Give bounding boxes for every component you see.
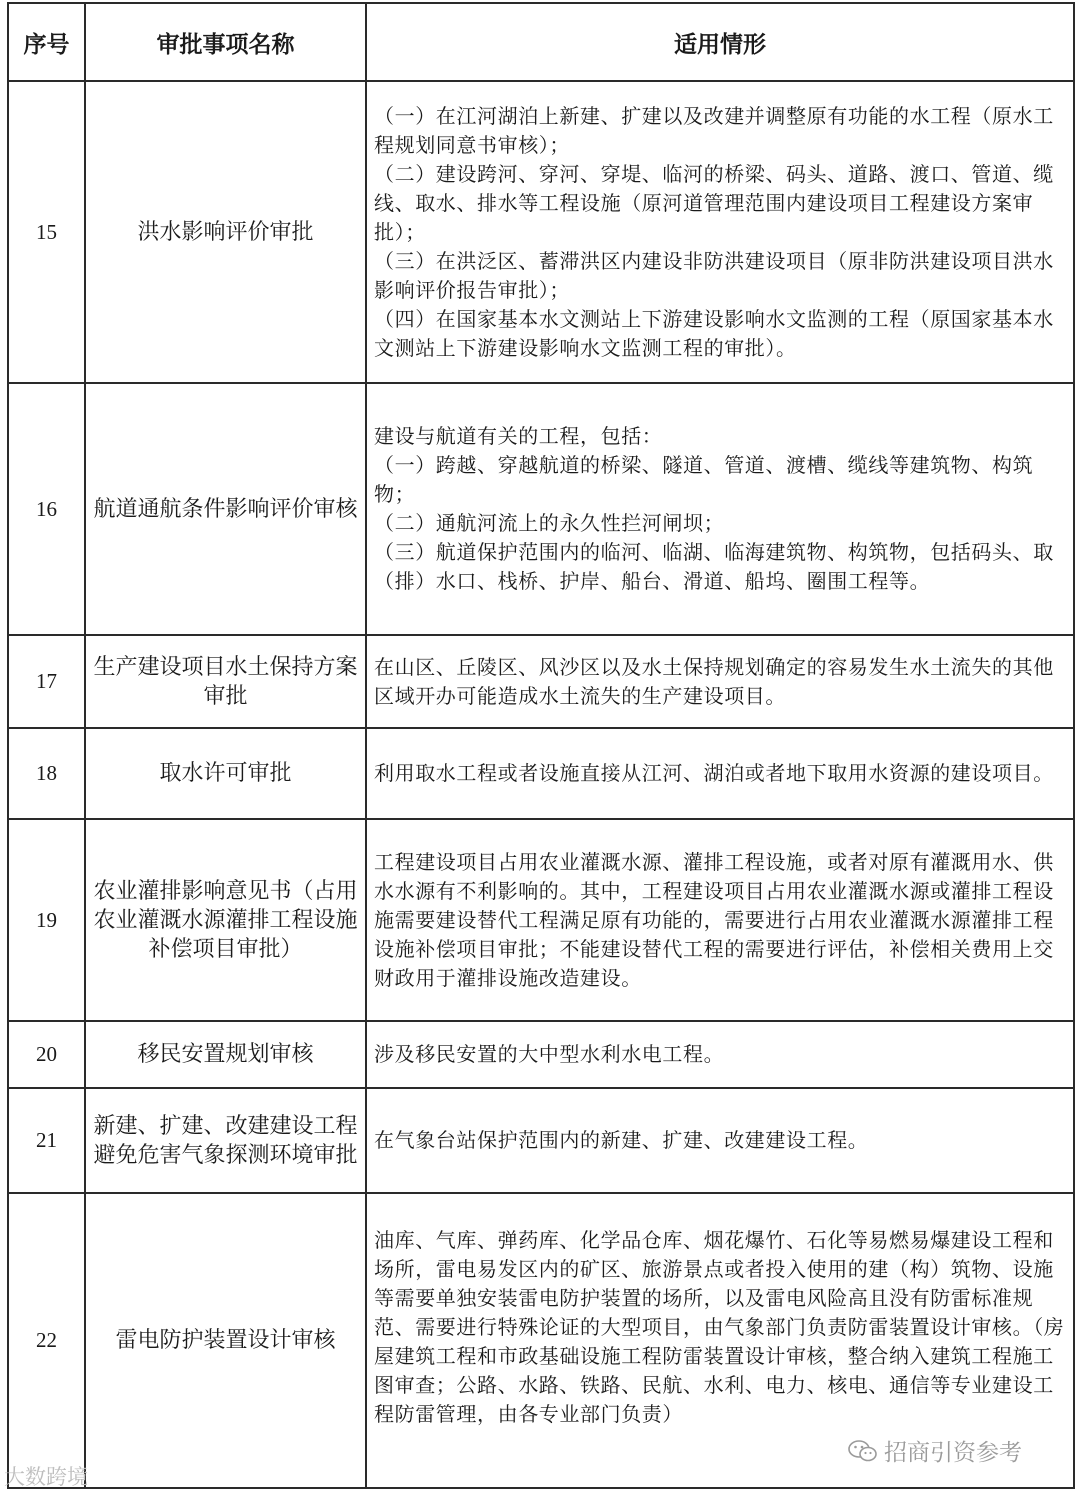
- watermark-left: [4, 1461, 88, 1491]
- watermark-left-text: 大数跨境: [4, 1465, 88, 1489]
- header-name: 审批事项名称: [85, 3, 366, 81]
- item-name: 生产建设项目水土保持方案审批: [85, 635, 366, 728]
- item-name: 农业灌排影响意见书（占用农业灌溉水源灌排工程设施补偿项目审批）: [85, 819, 366, 1021]
- row-number: 17: [8, 635, 85, 728]
- row-number: 18: [8, 728, 85, 819]
- header-num: 序号: [8, 3, 85, 81]
- watermark-right-text: 招商引资参考: [884, 1440, 1022, 1466]
- table-row: [8, 635, 1074, 728]
- table-row: [8, 819, 1074, 1021]
- row-number: 22: [8, 1193, 85, 1488]
- table-row: [8, 728, 1074, 819]
- item-name: 航道通航条件影响评价审核: [85, 383, 366, 635]
- item-description: 建设与航道有关的工程，包括： （一）跨越、穿越航道的桥梁、隧道、管道、渡槽、缆线等建筑物、构筑物； （二）通航河流上的永久性拦河闸坝； （三）航道保护范围内的临河、临湖、临海建筑物、构筑物，包括码头、取（排）水口、栈桥、护岸、船台、滑道、船坞、圈围工程等。: [366, 383, 1074, 635]
- row-number: 21: [8, 1088, 85, 1193]
- table-row: [8, 81, 1074, 383]
- item-name: 雷电防护装置设计审核: [85, 1193, 366, 1488]
- item-name: 移民安置规划审核: [85, 1021, 366, 1088]
- item-description: （一）在江河湖泊上新建、扩建以及改建并调整原有功能的水工程（原水工程规划同意书审核）； （二）建设跨河、穿河、穿堤、临河的桥梁、码头、道路、渡口、管道、缆线、取水、排水等工程设施（原河道管理范围内建设项目工程建设方案审批）； （三）在洪泛区、蓄滞洪区内建设非防洪建设项目（原非防洪建设项目洪水影响评价报告审批）； （四）在国家基本水文测站上下游建设影响水文监测的工程（原国家基本水文测站上下游建设影响水文监测工程的审批）。: [366, 81, 1074, 383]
- approval-table: [7, 2, 1075, 1489]
- table-row: [8, 1088, 1074, 1193]
- item-description: 在气象台站保护范围内的新建、扩建、改建建设工程。: [366, 1088, 1074, 1193]
- row-number: 20: [8, 1021, 85, 1088]
- item-name: 新建、扩建、改建建设工程避免危害气象探测环境审批: [85, 1088, 366, 1193]
- header-desc: 适用情形: [366, 3, 1074, 81]
- table-row: [8, 383, 1074, 635]
- table-row: [8, 1021, 1074, 1088]
- row-number: 19: [8, 819, 85, 1021]
- item-description: 工程建设项目占用农业灌溉水源、灌排工程设施，或者对原有灌溉用水、供水水源有不利影响的。其中，工程建设项目占用农业灌溉水源或灌排工程设施需要建设替代工程满足原有功能的，需要进行占用农业灌溉水源灌排工程设施补偿项目审批；不能建设替代工程的需要进行评估，补偿相关费用上交财政用于灌排设施改造建设。: [366, 819, 1074, 1021]
- watermark-right: [848, 1434, 1022, 1467]
- item-description: 涉及移民安置的大中型水利水电工程。: [366, 1021, 1074, 1088]
- header-row: [8, 3, 1074, 81]
- row-number: 16: [8, 383, 85, 635]
- item-description: 利用取水工程或者设施直接从江河、湖泊或者地下取用水资源的建设项目。: [366, 728, 1074, 819]
- item-description: 油库、气库、弹药库、化学品仓库、烟花爆竹、石化等易燃易爆建设工程和场所，雷电易发区内的矿区、旅游景点或者投入使用的建（构）筑物、设施等需要单独安装雷电防护装置的场所，以及雷电风险高且没有防雷标准规范、需要进行特殊论证的大型项目，由气象部门负责防雷装置设计审核。（房屋建筑工程和市政基础设施工程防雷装置设计审核，整合纳入建筑工程施工图审查；公路、水路、铁路、民航、水利、电力、核电、通信等专业建设工程防雷管理，由各专业部门负责）: [366, 1193, 1074, 1488]
- item-description: 在山区、丘陵区、风沙区以及水土保持规划确定的容易发生水土流失的其他区域开办可能造成水土流失的生产建设项目。: [366, 635, 1074, 728]
- item-name: 洪水影响评价审批: [85, 81, 366, 383]
- wechat-icon: [848, 1439, 878, 1463]
- item-name: 取水许可审批: [85, 728, 366, 819]
- row-number: 15: [8, 81, 85, 383]
